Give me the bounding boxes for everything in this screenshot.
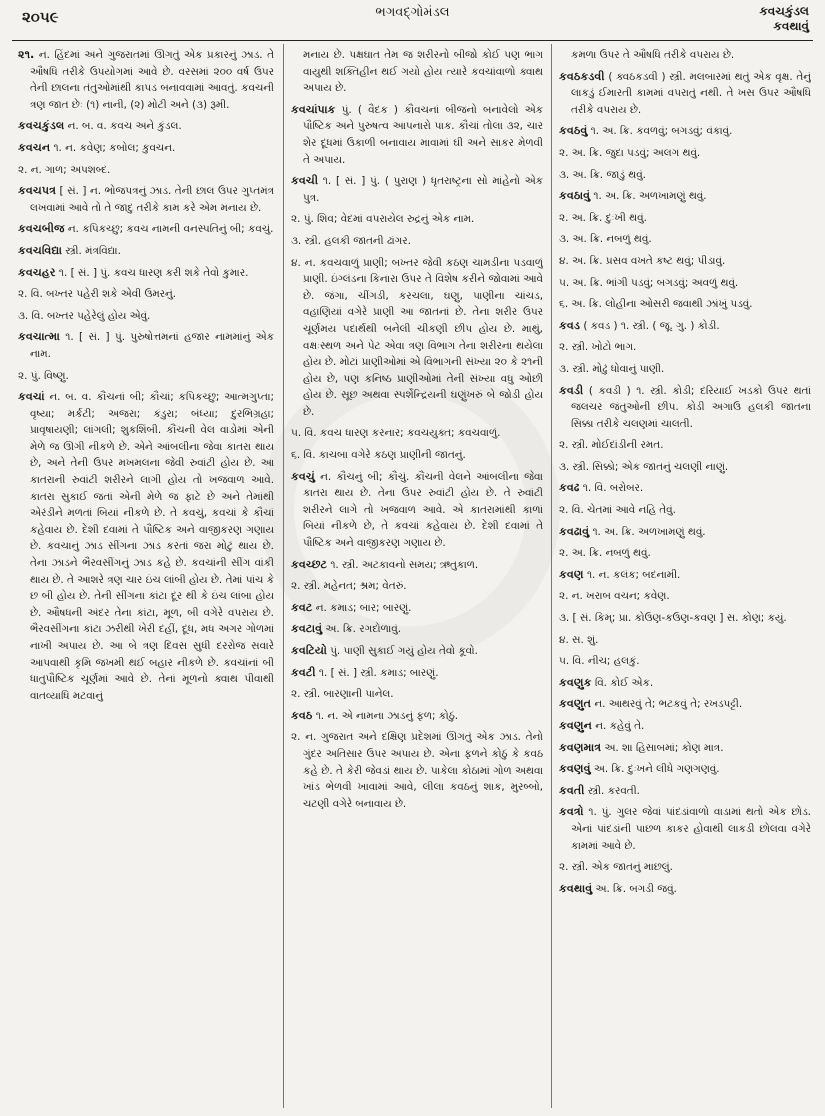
dictionary-entry: [559, 524, 811, 541]
sense-text: ન. કૌચનું બી; કૌચું. કૌંચની વેલને આંબલીના જેવા કાતરા થાય છે. તેના ઉપર રુવાંટી હોય છે. તે રુવાંટી શરીરને લાગે તો ખજવાળ આવે. એ કાતરામાંથી કાળાં બિયાં નીકળે છે, તે કવચાં કહેવાય છે. દેશી દવામાં તે પૌષ્ટિક અને વાજીકરણ ગણાય છે.: [303, 470, 543, 550]
column-3: [559, 47, 811, 1109]
entry-sense: [291, 578, 543, 595]
entry-sense: [559, 459, 811, 476]
dictionary-entry: [291, 600, 543, 617]
sense-text: ( ક્વઠકડવી ) સ્ત્રી. મલબારમાં થતું એક વૃક્ષ. તેનું લાકડું ઈમારતી કામમાં વપરાતું નથી. તે ખસ ઉપર ઔષધિ તરીકે વપરાય છે.: [571, 70, 811, 116]
entry-headword: કવણુન: [559, 719, 592, 732]
sense-text: ૬. અ. ક્રિ. લોહીના ઓસરી જવાથી ઝાંખું પડવું.: [559, 298, 753, 311]
dictionary-entry: [291, 469, 543, 552]
sense-text: ૧. અ. ક્રિ. અળખામણું થવું.: [593, 190, 707, 203]
entry-sense: [291, 233, 543, 250]
sense-text: ૨. ન. ખરાબ વચન; કવેણ.: [559, 590, 670, 603]
entry-headword: કવચબીજ: [18, 222, 65, 236]
dictionary-entry: [559, 804, 811, 854]
entry-headword: કવતી: [559, 783, 585, 797]
dictionary-entry: [18, 243, 274, 260]
entry-headword: કવચાં: [18, 390, 45, 404]
dictionary-entry: [291, 708, 543, 725]
sense-text: કમળા ઉપર તે ઔષધિ તરીકે વપરાય છે.: [571, 49, 735, 61]
entry-sense: [559, 632, 811, 649]
entry-headword: કવઠવું: [559, 124, 588, 138]
dictionary-entry: [291, 557, 543, 574]
sense-text: ૨. વિ. ચેતમાં આવે નહિ તેવું.: [559, 504, 676, 517]
sense-text: ૬. વિ. કાચબા વગેરે કઠણ પ્રાણીની જાતનું.: [291, 449, 466, 462]
sense-text: ૧. [ સં. ] સ્ત્રી. કમાડ; બારણું.: [318, 666, 439, 679]
dictionary-entry: [291, 643, 543, 660]
dictionary-entry: [559, 761, 811, 778]
sense-text: ૫. વિ. કવચ ધારણ કરનાર; કવચયુક્ત; કવચવાળું.: [291, 427, 501, 440]
dictionary-entry: [291, 665, 543, 682]
sense-text: ૧. [ સં. ] પું. પુરુષોત્તમનાં હજાર નામમાંનું એક નામ.: [30, 331, 274, 360]
entry-headword: કવણવું: [559, 762, 591, 776]
sense-text: ૨. સ્ત્રી. બારણાની પાનેલ.: [291, 688, 394, 701]
entry-sense: [559, 361, 811, 378]
sense-text: ૩. [ સં. કિમ્; પ્રા. કોઉણ-કઉણ-કવણ ] સ. કોણ; કયું.: [559, 612, 787, 625]
sense-text: ૧. [ સં. ] પું. કવચ ધારણ કરી શકે તેવો કુમાર.: [58, 266, 249, 279]
sense-text: ૨. વિ. બખ્તર પહેરી શકે એવી ઉમરનું.: [18, 288, 177, 301]
dictionary-entry: [559, 188, 811, 205]
dictionary-entry: [18, 221, 274, 238]
dictionary-entry: [18, 329, 274, 362]
sense-text: ૫. વિ. નીચ; હલકું.: [559, 655, 640, 668]
sense-text: ( કવડ ) ૧. સ્ત્રી. ( જૂ. ગુ. ) કોડી.: [583, 319, 720, 332]
column-divider: [283, 44, 284, 1108]
sense-text: ૩. અ. ક્રિ. નબળું થવું.: [559, 233, 652, 246]
entry-headword: કવણુક: [559, 675, 592, 689]
sense-text: ન. બ. વ. કૌંચનાં બી; કૌચાં; કપિકચ્છુ; આત્મગુપ્તા; વૃષ્યા; મર્કટી; અજરા; કંડુરા; બંધ્યા; દુરભિગ્રહા; પ્રાવૃષાયણી; લાંગલી; શુકશિંબી. કૌંચની વેલ વાડોમાં એની મેળે જ ઊગી નીકળે છે. એને આંબલીના જેવા કાતરા થાય છે, અને તેની ઉપર મખમલના જેવી રુવાંટી હોય છે. આ કાતરાની રુવાંટી શરીરને લાગી હોય તો ખજવાળ આવે. કાતરા સુકાઈ જતાં એની મેળે જ ફાટે છે અને તેમાંથી એરંડીને મળતાં બિયાં નીકળે છે. તે કવચું, કવચાં કે કૌચાં કહેવાય છે. દેશી દવામાં તે પૌષ્ટિક અને વાજીકરણ ગણાય છે. કવચાનું ઝાડ સીંગના ઝાડ કરતાં જરા મોટું થાય છે. તેના ઝાડને ભૈરવસીંગનું ઝાડ કહે છે. કવચાંની સીંગ વાંકી થાય છે. તે આશરે ત્રણ ચાર ઇંચ લાંબી હોય છે. તેમાં પાંચ કે છ બી હોય છે. તેની સીંગના કાંટા દૂર થી કે ઇંચ લાંબા હોય છે. ઔષધની અંદર તેના કાંટા, મૂળ, બી વગેરે વપરાય છે. ભૈરવસીંગના કાંટા ઝરીથી ખેરી દહીં, દૂધ, મધ અગર ગોળમાં નાખી અપાય છે. આ બે ત્રણ દિવસ સુધી દરરોજ સવારે આપવાથી કૃમિ જખમી થઈ બહાર નીકળે છે. કવચાંનાં બી ધાતુપૌષ્ટિક ચૂર્ણમાં આવે છે. તેનાં મૂળનો ક્વાથ પીવાથી વાતવ્યાધિ મટવાનું: [30, 391, 274, 702]
entry-headword: કવચન: [18, 140, 51, 154]
sense-text: સ્ત્રી. કરવતી.: [587, 784, 640, 797]
sense-text: ૨. અ. ક્રિ. દુઃખી થવું.: [559, 211, 647, 224]
dictionary-entry: [559, 567, 811, 584]
sense-text: ૨. સ્ત્રી. એક જાતનું માછલું.: [559, 861, 673, 874]
column-divider: [551, 44, 552, 1108]
dictionary-entry: [18, 265, 274, 282]
sense-text: અ. ક્રિ. રગદોળાવું.: [325, 623, 402, 636]
entry-sense: [559, 859, 811, 876]
entry-sense: [18, 368, 274, 385]
entry-headword: કવટાવું: [291, 622, 323, 636]
entry-headword: કવઠકડવી: [559, 69, 605, 83]
entry-headword: કવઠ: [291, 708, 313, 722]
dictionary-entry: [559, 783, 811, 800]
sense-text: ૨. ન. ગાળ; અપશબ્દ.: [18, 163, 111, 176]
sense-text: પું. પાણી સુકાઈ ગયું હોય તેવો કૂવો.: [330, 645, 478, 657]
sense-text: ૪. સ. શું.: [559, 633, 599, 646]
sense-text: ૧. ન. કલંક; બદનામી.: [586, 568, 681, 581]
entry-sense: [291, 211, 543, 228]
entry-sense: [559, 437, 811, 454]
entry-sense: [559, 167, 811, 184]
sense-text: ૧. પું. ગુલર જેવાં પાંદડાંવાળો વાડામાં થતો એક છોડ. એનાં પાંદડાંની પાછળ કાકર હોવાથી લાકડી છોલવા વગેરે કામમાં આવે છે.: [571, 806, 811, 852]
dictionary-entry: [291, 173, 543, 206]
dictionary-entry: [559, 69, 811, 119]
sense-text: ન. હિંદમાં અને ગુજરાતમાં ઊગતું એક પ્રકારનું ઝાડ. તે ઔષધિ તરીકે ઉપયોગમાં આવે છે. વરસમાં ૨૦૦ વર્ષ ઉપર તેની છાલના તંતુઓમાંથી કાપડ બનાવવામાં આવતું. કવચની ત્રણ જાત છેઃ (૧) નાની, (૨) મોટી અને (૩) રૂમી.: [30, 49, 274, 111]
sense-text: ન. આથરવું તે; ભટકવું તે; રખડપટ્ટી.: [594, 698, 743, 711]
sense-text: ૧. [ સં. ] પું. ( પુરાણ ) ધૃતરાષ્ટ્રના સો માંહેનો એક પુત્ર.: [303, 175, 543, 204]
dictionary-entry: [18, 47, 274, 113]
sense-text: ન. બ. વ. કવચ અને કુંડલ.: [67, 120, 182, 133]
sense-text: ૨. ન. ગુજરાત અને દક્ષિણ પ્રદેશમાં ઊગતું એક ઝાડ. તેનો ગુંદર અતિસાર ઉપર અપાય છે. એના ફળને કોઠું કે કવઠ કહે છે. તે કેરી જેવડાં થાય છે. પાકેલા કોઠામાં ગોળ અથવા ખાંડ ભેળવી ખાવામાં આવે, લીલા કવઠનું શાક, મુરબ્બો, ચટણી વગેરે બનાવાય છે.: [291, 731, 543, 810]
entry-sense: [18, 286, 274, 303]
entry-headword: કવચાંપાક: [291, 102, 336, 116]
entry-headword: કવથાવું: [559, 881, 593, 895]
entry-headword: કવડ: [559, 318, 581, 332]
entry-headword: કવચી: [291, 174, 319, 188]
dictionary-entry: [559, 675, 811, 692]
dictionary-entry: [559, 47, 811, 64]
dictionary-entry: [559, 881, 811, 898]
page-header: [0, 0, 825, 40]
sense-text: ૧. ન. એ નામના ઝાડનું ફળ; કોઠું.: [315, 709, 459, 722]
dictionary-entry: [559, 383, 811, 433]
page-number: ૨૦૫૯: [22, 8, 59, 26]
entry-sense: [559, 210, 811, 227]
column-1: [18, 47, 274, 1109]
dictionary-entry: [291, 47, 543, 97]
entry-sense: [559, 253, 811, 270]
entry-sense: [559, 588, 811, 605]
sense-text: અ. ક્રિ. બગડી જવું.: [595, 882, 677, 895]
sense-text: ૧. સ્ત્રી. અટકાવનો સમય; ઋતુકાળ.: [330, 558, 479, 571]
entry-sense: [559, 339, 811, 356]
sense-text: ૨. પું. શિવ; વેદમાં વપરાયેલ રુદ્રનું એક નામ.: [291, 213, 475, 226]
sense-text: ૧. વિ. બરોબર.: [582, 482, 644, 495]
sense-text: ૨. પું. વિષ્ણુ.: [18, 369, 69, 382]
sense-text: પું. ( વૈદક ) કૌવચનાં બીજનો બનાવેલો એક પૌષ્ટિક અને પુરુષત્વ આપનારો પાક. કૌચાં તોલા ૩૨, ચાર શેર દૂધમાં ઉકાળી બનાવાય માવામાં ઘી અને સાકર મેળવી તે અપાય.: [303, 103, 543, 166]
sense-text: વિ. કોઈ એક.: [594, 676, 654, 689]
entry-sense: [559, 545, 811, 562]
entry-headword: કવટી: [291, 665, 316, 679]
entry-sense: [18, 308, 274, 325]
sense-text: ન. કપિકચ્છુ; કવચ નામની વનસ્પતિનું બી; કવચું.: [67, 223, 274, 236]
sense-text: ૩. અ. ક્રિ. જાડું થવું.: [559, 168, 646, 181]
entry-sense: [559, 502, 811, 519]
sense-text: ( કવડી ) ૧. સ્ત્રી. કોડી; દરિયાઈ ખડકો ઉપર થતાં જલચર જંતુઓની છીપ. કોડી અગાઉ હલકી જાતના સિક્કા તરીકે ચલણમાં ચાલતી.: [571, 384, 811, 430]
dictionary-entry: [18, 183, 274, 216]
dictionary-entry: [559, 718, 811, 735]
entry-sense: [559, 231, 811, 248]
sense-text: સ્ત્રી. મંત્રવિદ્યા.: [65, 244, 121, 257]
sense-text: ૩. સ્ત્રી. સિક્કો; એક જાતનું ચલણી નાણું.: [559, 460, 729, 473]
entry-sense: [559, 145, 811, 162]
entry-sense: [291, 255, 543, 421]
dictionary-entry: [18, 140, 274, 157]
entry-headword: કવટ: [291, 600, 313, 614]
entry-sense: [291, 686, 543, 703]
dictionary-entry: [559, 740, 811, 757]
sense-text: અ. ક્રિ. દુઃખને લીધે ગણગણવું.: [593, 763, 720, 776]
entry-headword: ૨૧.: [18, 48, 35, 61]
dictionary-entry: [18, 389, 274, 704]
sense-text: ન. કમાડ; બાર; બારણું.: [315, 601, 412, 614]
sense-text: ૧. અ. ક્રિ. કવળવું; બગડવું; વંકાવું.: [590, 125, 733, 138]
dictionary-entry: [559, 123, 811, 140]
sense-text: ૩. સ્ત્રી. હલકી જાતની ઢાંગર.: [291, 234, 411, 247]
sense-text: ૨. અ. ક્રિ. નબળું થવું.: [559, 547, 651, 560]
entry-headword: કવણ: [559, 567, 584, 581]
entry-sense: [559, 610, 811, 627]
sense-text: ૫. અ. ક્રિ. ભાંગી પડવું; બગડવું; અવળું થવું.: [559, 276, 739, 289]
entry-headword: કવણમાત્ર: [559, 740, 602, 754]
entry-headword: કવચ્છટ: [291, 557, 328, 571]
entry-headword: કવત્રો: [559, 805, 584, 819]
book-title: ભગવદ્ગોમંડલ: [375, 5, 450, 20]
entry-headword: કવચાત્મા: [18, 330, 60, 344]
entry-headword: કવઢ: [559, 481, 580, 495]
sense-text: મનાય છે. પક્ષઘાત તેમ જ શરીરનો બીજો કોઈ પણ ભાગ વાયુથી શક્તિહીન થઈ ગયો હોય ત્યારે કવચાંવાળો ક્વાથ અપાય છે.: [303, 49, 543, 95]
sense-text: ૧. અ. ક્રિ. અળખામણું થવું.: [592, 525, 706, 538]
dictionary-entry: [18, 118, 274, 135]
entry-headword: કવચવિદ્યા: [18, 243, 62, 257]
entry-headword: કવટિયો: [291, 644, 327, 657]
sense-text: [ સં. ] ન. ભોજપત્રનું ઝાડ. તેની છાલ ઉપર ગુપ્તમંત્ર લખવામાં આવે તો તે જાદુ તરીકે કામ કરે એમ મનાય છે.: [30, 185, 274, 214]
entry-headword: કવચહર: [18, 265, 56, 279]
dictionary-entry: [291, 102, 543, 168]
column-2: [291, 47, 543, 1109]
entry-headword: કવચપત્ર: [18, 184, 56, 198]
sense-text: ૪. અ. ક્રિ. પ્રસવ વખતે કષ્ટ થવું; પીડાવું.: [559, 254, 726, 267]
entry-sense: [291, 447, 543, 464]
guide-word-last: કવથાવું: [773, 19, 809, 33]
dictionary-entry: [559, 480, 811, 497]
entry-headword: કવઠાવું: [559, 189, 591, 203]
sense-text: ન. કહેવું તે.: [595, 720, 645, 732]
sense-text: ૪. ન. કવચવાળું પ્રાણી; બખ્તર જેવી કઠણ ચામડીના પડવાળું પ્રાણી. ઇંગ્લંડના કિનારા ઉપર તે વિશેષ કરીને જોવામાં આવે છે. જંગા, ચીંગડી, કરચલા, ઘણુ, પાણીના ચાંચડ, વહાણિયાં વગેરે પ્રાણી આ જાતનાં છે. તેના શરીર ઉપર ચૂર્ણમય પદાર્થથી બનેલી ચીકણી છીપ હોય છે. માથું, વક્ષઃસ્થળ અને પેટ એવા ત્રણ વિભાગ તેના શરીરના થયેલા હોય છે. મોટાં પ્રાણીઓમાં એ વિભાગની સંખ્યા ૨૦ કે ૨૧ની હોય છે, પણ કનિષ્ઠ પ્રાણીઓમાં તેની સંખ્યા વધુ ઓછી હોય છે. સૂછ અથવા સ્પર્શેન્દ્રિયની ઘણુંખરું બે જોડી હોય છે.: [291, 256, 543, 418]
entry-headword: કવડી: [559, 383, 584, 397]
entry-headword: કવઢાવું: [559, 524, 590, 538]
guide-word-first: કવચકુંડલ: [759, 4, 809, 18]
sense-text: ૨. સ્ત્રી. મહેનત; શ્રમ; વેતરું.: [291, 580, 407, 593]
sense-text: ૩. વિ. બખ્તર પહેરેલું હોય એવું.: [18, 309, 151, 322]
header-rule: [12, 40, 813, 41]
entry-sense: [559, 296, 811, 313]
sense-text: અ. શા હિસાબમાં; કોણ માત્ર.: [604, 741, 724, 754]
sense-text: ૩. સ્ત્રી. મોઢું ધોવાનું પાણી.: [559, 362, 665, 375]
dictionary-entry: [559, 318, 811, 335]
sense-text: ૧. ન. કવેણ; કબોલ; કુવચન.: [53, 141, 176, 154]
dictionary-entry: [559, 696, 811, 713]
sense-text: ૨. સ્ત્રી. મોઈદાંડીની રમત.: [559, 439, 664, 452]
entry-sense: [559, 653, 811, 670]
entry-headword: કવણુત: [559, 697, 592, 711]
entry-sense: [291, 729, 543, 812]
guide-words: [759, 4, 809, 34]
entry-sense: [559, 275, 811, 292]
sense-text: ૨. સ્ત્રી. ખોટો ભાગ.: [559, 341, 637, 354]
dictionary-entry: [291, 621, 543, 638]
entry-sense: [18, 162, 274, 179]
entry-headword: કવચકુંડલ: [18, 119, 65, 133]
sense-text: ૨. અ. ક્રિ. જુદા પડવું; અલગ થવું.: [559, 146, 701, 159]
entry-headword: કવચું: [291, 469, 315, 483]
entry-sense: [291, 425, 543, 442]
